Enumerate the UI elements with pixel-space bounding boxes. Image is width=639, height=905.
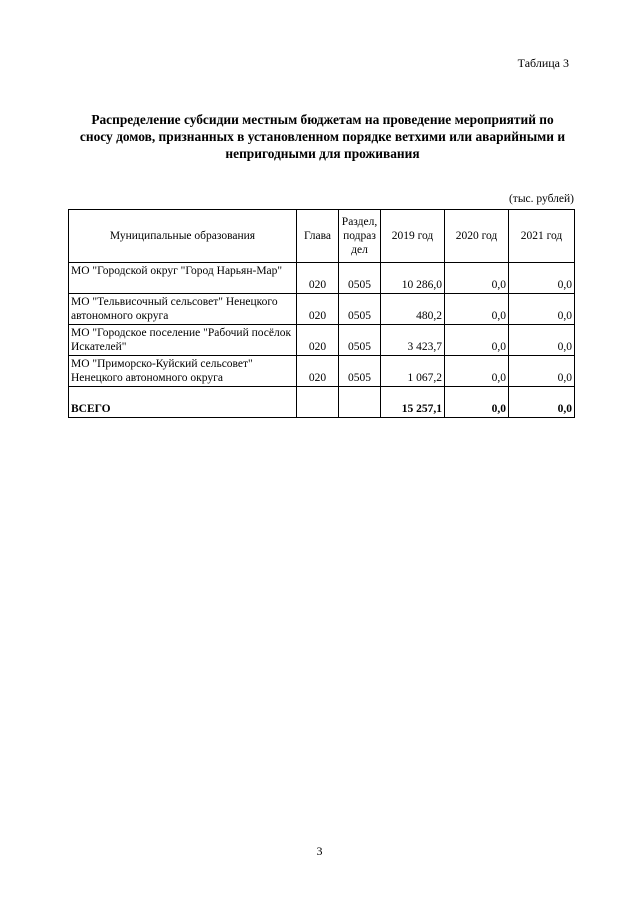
cell-glava: 020 — [297, 325, 339, 356]
cell-2021: 0,0 — [509, 325, 575, 356]
cell-municipality: МО "Городское поселение "Рабочий посёлок Искателей" — [69, 325, 297, 356]
header-municipality: Муниципальные образования — [69, 210, 297, 263]
cell-municipality: МО "Тельвисочный сельсовет" Ненецкого автономного округа — [69, 294, 297, 325]
cell-2019: 1 067,2 — [381, 356, 445, 387]
document-heading — [70, 111, 575, 162]
cell-municipality: МО "Приморско-Куйский сельсовет" Ненецкого автономного округа — [69, 356, 297, 387]
total-row — [69, 387, 575, 418]
cell-2020: 0,0 — [445, 263, 509, 294]
cell-2019: 3 423,7 — [381, 325, 445, 356]
header-glava: Глава — [297, 210, 339, 263]
cell-municipality: МО "Городской округ "Город Нарьян-Мар" — [69, 263, 297, 294]
heading-line-1: Распределение субсидии местным бюджетам на проведение мероприятий по — [91, 112, 554, 127]
heading-line-2: сносу домов, признанных в установленном порядке ветхими или аварийными и — [79, 129, 566, 144]
page-number: 3 — [316, 844, 323, 858]
total-2019: 15 257,1 — [381, 387, 445, 418]
total-glava — [297, 387, 339, 418]
total-2020: 0,0 — [445, 387, 509, 418]
table-header-row — [69, 210, 575, 263]
cell-2020: 0,0 — [445, 356, 509, 387]
header-razdel: Раздел, подраз дел — [339, 210, 381, 263]
table-number-label: Таблица 3 — [517, 56, 569, 70]
cell-2019: 480,2 — [381, 294, 445, 325]
total-razdel — [339, 387, 381, 418]
table-row — [69, 325, 575, 356]
cell-2021: 0,0 — [509, 263, 575, 294]
cell-glava: 020 — [297, 294, 339, 325]
table-row — [69, 356, 575, 387]
header-2020: 2020 год — [445, 210, 509, 263]
heading-line-3: непригодными для проживания — [225, 146, 420, 161]
cell-razdel: 0505 — [339, 356, 381, 387]
cell-2019: 10 286,0 — [381, 263, 445, 294]
cell-razdel: 0505 — [339, 325, 381, 356]
header-2019: 2019 год — [381, 210, 445, 263]
table-row — [69, 294, 575, 325]
cell-glava: 020 — [297, 356, 339, 387]
total-label: ВСЕГО — [69, 387, 297, 418]
cell-razdel: 0505 — [339, 294, 381, 325]
header-2021: 2021 год — [509, 210, 575, 263]
table-row — [69, 263, 575, 294]
cell-glava: 020 — [297, 263, 339, 294]
subsidy-distribution-table — [68, 209, 575, 418]
cell-2020: 0,0 — [445, 325, 509, 356]
cell-2021: 0,0 — [509, 294, 575, 325]
units-label: (тыс. рублей) — [508, 193, 574, 205]
total-2021: 0,0 — [509, 387, 575, 418]
cell-2021: 0,0 — [509, 356, 575, 387]
cell-razdel: 0505 — [339, 263, 381, 294]
cell-2020: 0,0 — [445, 294, 509, 325]
